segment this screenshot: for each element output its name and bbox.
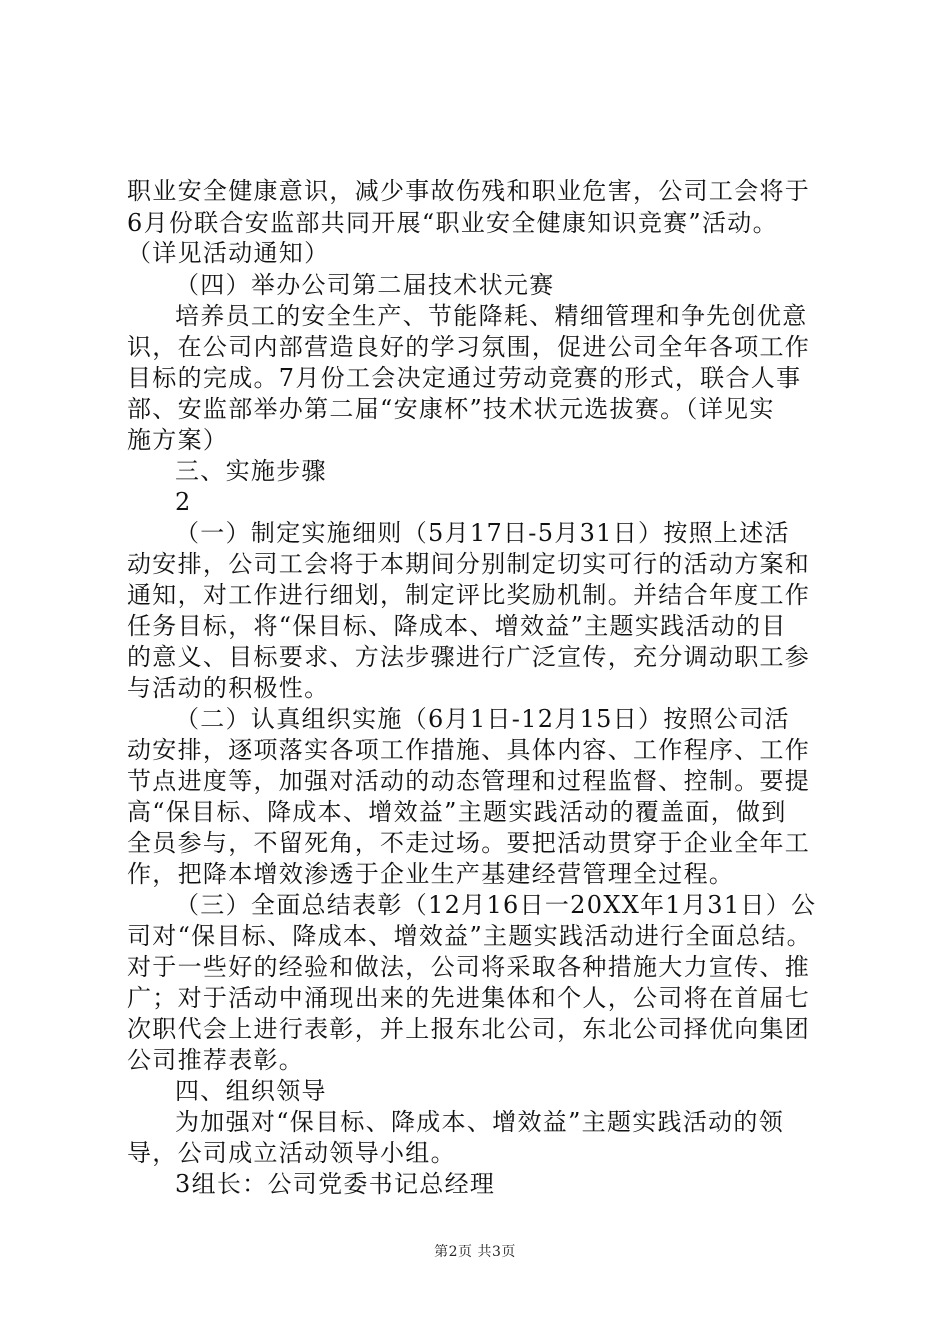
- body-line: 公司推荐表彰。: [127, 1046, 305, 1074]
- body-line: 任务目标，将“保目标、降成本、增效益”主题实践活动的目: [127, 612, 787, 640]
- body-line: 3组长：公司党委书记总经理: [175, 1170, 496, 1198]
- body-line: 职业安全健康意识，减少事故伤残和职业危害，公司工会将于: [127, 177, 811, 205]
- body-line: 部、安监部举办第二届“安康杯”技术状元选拔赛。（详见实: [127, 395, 775, 423]
- body-line: （三）全面总结表彰（12月16日一20XX年1月31日）公: [175, 891, 817, 919]
- page-footer: 第2页 共3页: [434, 1244, 516, 1260]
- body-line: （二）认真组织实施（6月1日-12月15日）按照公司活: [175, 705, 790, 733]
- section-heading: （四）举办公司第二届技术状元赛: [175, 271, 555, 299]
- body-line: 的意义、目标要求、方法步骤进行广泛宣传，充分调动职工参: [127, 643, 811, 671]
- body-line: 对于一些好的经验和做法，公司将采取各种措施大力宣传、推: [127, 953, 811, 981]
- body-line: 导，公司成立活动领导小组。: [127, 1139, 456, 1167]
- body-line: 识，在公司内部营造良好的学习氛围，促进公司全年各项工作: [127, 333, 811, 361]
- body-line: 动安排，逐项落实各项工作措施、具体内容、工作程序、工作: [127, 736, 811, 764]
- body-line: 通知，对工作进行细划，制定评比奖励机制。并结合年度工作: [127, 581, 811, 609]
- body-line: （详见活动通知）: [127, 239, 330, 267]
- body-line: 为加强对“保目标、降成本、增效益”主题实践活动的领: [175, 1108, 785, 1136]
- body-line: 6月份联合安监部共同开展“职业安全健康知识竞赛”活动。: [127, 209, 778, 237]
- body-line: 次职代会上进行表彰，并上报东北公司，东北公司择优向集团: [127, 1015, 811, 1043]
- section-heading: 三、实施步骤: [175, 457, 327, 485]
- body-line: 施方案）: [127, 426, 229, 454]
- section-heading: 四、组织领导: [175, 1077, 327, 1105]
- body-line: 作，把降本增效渗透于企业生产基建经营管理全过程。: [127, 860, 735, 888]
- body-line: 广；对于活动中涌现出来的先进集体和个人，公司将在首届七: [127, 984, 811, 1012]
- body-line: 司对“保目标、降成本、增效益”主题实践活动进行全面总结。: [127, 922, 812, 950]
- body-line: 培养员工的安全生产、节能降耗、精细管理和争先创优意: [175, 302, 808, 330]
- body-line: 与活动的积极性。: [127, 674, 330, 702]
- body-line: 高“保目标、降成本、增效益”主题实践活动的覆盖面，做到: [127, 798, 787, 826]
- body-line: （一）制定实施细则（5月17日-5月31日）按照上述活: [175, 519, 790, 547]
- body-line: 目标的完成。7月份工会决定通过劳动竞赛的形式，联合人事: [127, 364, 802, 392]
- body-line: 全员参与，不留死角，不走过场。要把活动贯穿于企业全年工: [127, 829, 811, 857]
- page-marker: 2: [175, 488, 192, 516]
- body-line: 动安排，公司工会将于本期间分别制定切实可行的活动方案和: [127, 550, 811, 578]
- body-line: 节点进度等，加强对活动的动态管理和过程监督、控制。要提: [127, 767, 811, 795]
